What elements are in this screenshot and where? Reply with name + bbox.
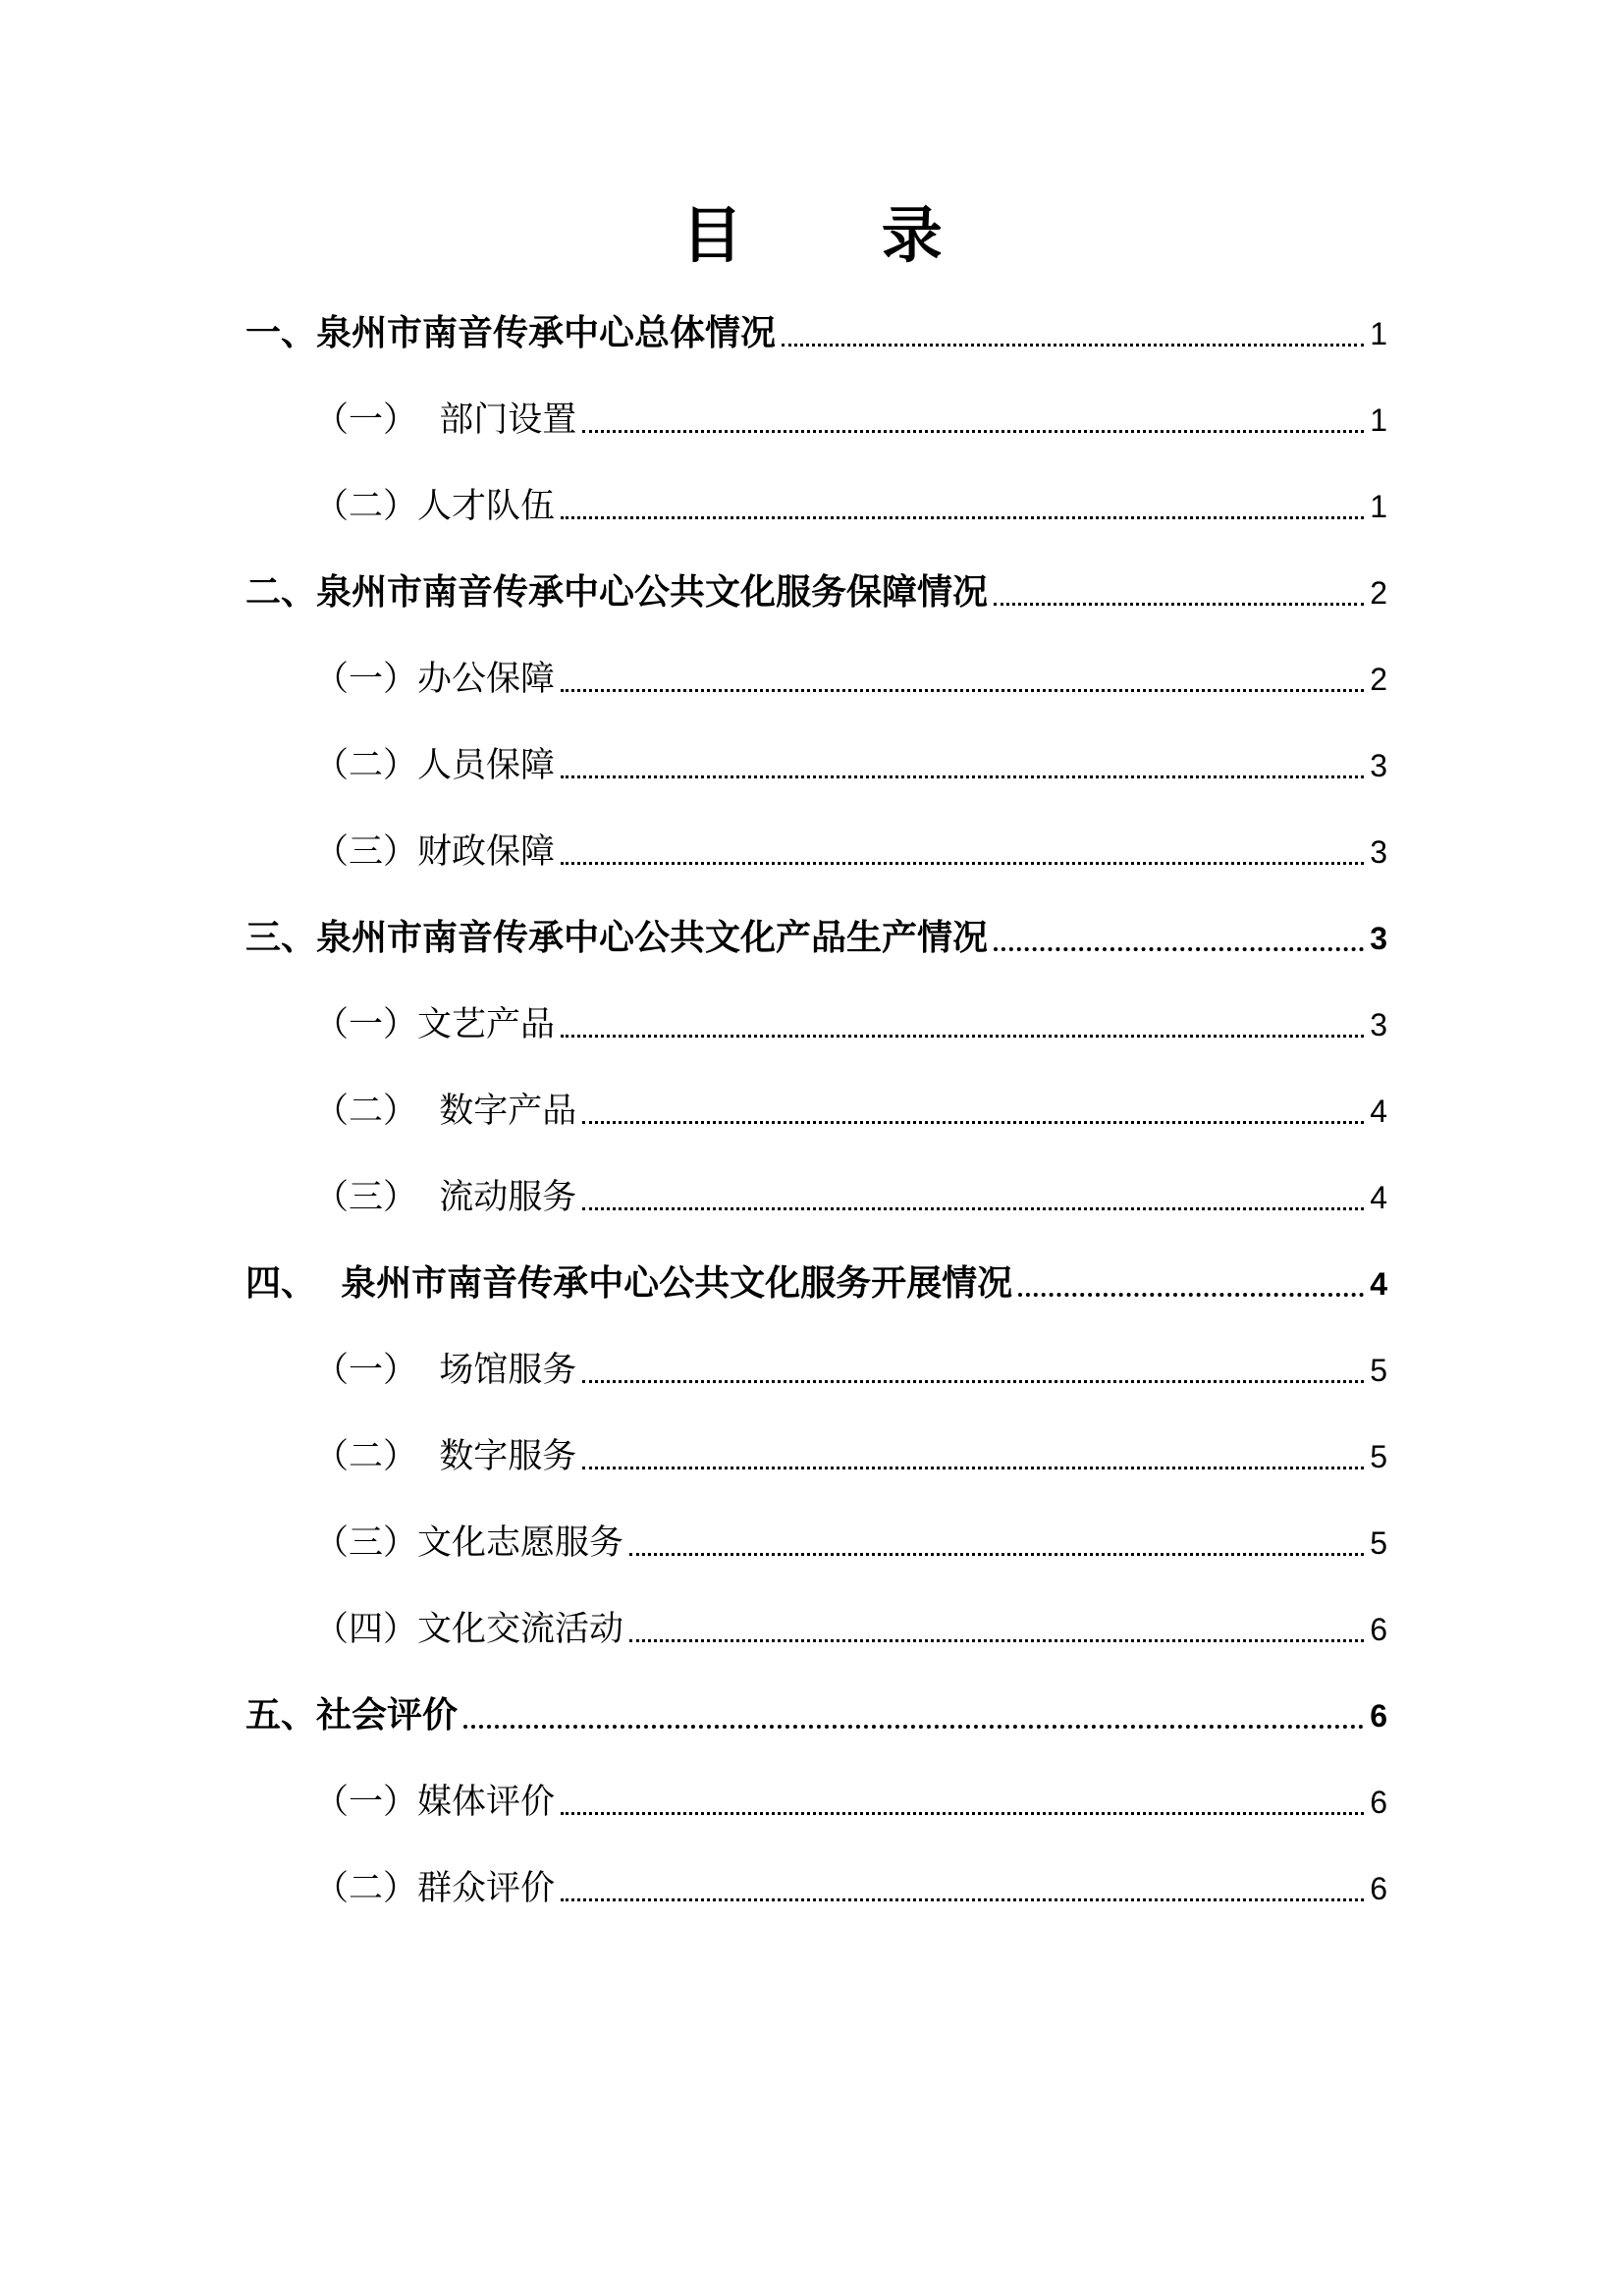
toc-entry-title: （一）媒体评价 [314,1783,556,1822]
toc-dot-leader [463,1725,1364,1729]
toc-subsection-entry[interactable] [245,719,1387,805]
toc-dot-leader [582,1207,1364,1210]
toc-dot-leader [582,1121,1364,1124]
toc-page-number: 4 [1370,1180,1387,1215]
toc-page-number: 6 [1370,1698,1387,1734]
toc-dot-leader [561,775,1364,778]
toc-subsection-entry[interactable] [245,1410,1387,1496]
toc-dot-leader [561,689,1364,692]
toc-section-entry[interactable] [245,546,1387,632]
toc-entry-title: （二） 数字服务 [314,1437,577,1476]
toc-entry-title: （一） 部门设置 [314,400,577,440]
toc-page-number: 3 [1370,921,1387,956]
toc-subsection-entry[interactable] [245,1496,1387,1582]
toc-entry-title: （一） 场馆服务 [314,1351,577,1390]
toc-dot-leader [994,947,1364,951]
toc-dot-leader [782,344,1364,347]
toc-page-number: 6 [1370,1785,1387,1820]
toc-entry-title: 四、 泉州市南音传承中心公共文化服务开展情况 [245,1263,1013,1304]
toc-page-number: 1 [1370,402,1387,438]
toc-entry-title: （二）群众评价 [314,1869,556,1908]
toc-section-entry[interactable] [245,891,1387,978]
toc-subsection-entry[interactable] [245,459,1387,546]
toc-entry-title: （三）文化志愿服务 [314,1523,624,1563]
toc-entry-title: 三、泉州市南音传承中心公共文化产品生产情况 [245,918,989,958]
toc-subsection-entry[interactable] [245,1323,1387,1410]
toc-dot-leader [582,1467,1364,1469]
toc-page-number: 6 [1370,1871,1387,1906]
toc-section-entry[interactable] [245,1237,1387,1323]
toc-page-number: 5 [1370,1439,1387,1474]
toc-page-number: 3 [1370,748,1387,783]
toc-entry-title: 一、泉州市南音传承中心总体情况 [245,313,777,353]
toc-entry-title: （二）人员保障 [314,746,556,785]
toc-page-number: 2 [1370,575,1387,611]
toc-subsection-entry[interactable] [245,805,1387,891]
toc-subsection-entry[interactable] [245,1064,1387,1150]
toc-dot-leader [561,862,1364,865]
toc-dot-leader [1018,1293,1364,1297]
toc-section-entry[interactable] [245,1669,1387,1755]
toc-dot-leader [561,1898,1364,1901]
toc-dot-leader [561,516,1364,519]
toc-page-number: 4 [1370,1266,1387,1302]
toc-subsection-entry[interactable] [245,1755,1387,1842]
toc-dot-leader [582,1380,1364,1383]
toc-dot-leader [582,430,1364,433]
toc-page-number: 1 [1370,316,1387,351]
toc-page-number: 1 [1370,489,1387,524]
toc-subsection-entry[interactable] [245,373,1387,459]
toc-entry-title: 五、社会评价 [245,1695,459,1735]
toc-page-number: 5 [1370,1525,1387,1561]
toc-page-number: 4 [1370,1094,1387,1129]
toc-page-number: 3 [1370,834,1387,870]
toc-entry-title: （三） 流动服务 [314,1178,577,1217]
toc-entry-title: （二） 数字产品 [314,1092,577,1131]
toc-subsection-entry[interactable] [245,632,1387,719]
toc-subsection-entry[interactable] [245,1582,1387,1669]
toc-entry-title: （三）财政保障 [314,832,556,872]
toc-dot-leader [561,1812,1364,1815]
table-of-contents [245,287,1387,1928]
toc-dot-leader [629,1553,1364,1556]
toc-dot-leader [994,603,1364,606]
toc-dot-leader [561,1035,1364,1038]
toc-entry-title: 二、泉州市南音传承中心公共文化服务保障情况 [245,572,989,613]
toc-dot-leader [629,1639,1364,1642]
toc-subsection-entry[interactable] [245,1150,1387,1237]
toc-entry-title: （四）文化交流活动 [314,1610,624,1649]
toc-subsection-entry[interactable] [245,978,1387,1064]
toc-page-number: 5 [1370,1353,1387,1388]
toc-section-entry[interactable] [245,287,1387,373]
toc-entry-title: （一）办公保障 [314,660,556,699]
toc-page-number: 3 [1370,1007,1387,1042]
toc-page-number: 6 [1370,1612,1387,1647]
toc-entry-title: （二）人才队伍 [314,487,556,526]
page-title: 目 录 [681,199,1001,271]
toc-subsection-entry[interactable] [245,1842,1387,1928]
toc-page-number: 2 [1370,662,1387,697]
toc-entry-title: （一）文艺产品 [314,1005,556,1044]
